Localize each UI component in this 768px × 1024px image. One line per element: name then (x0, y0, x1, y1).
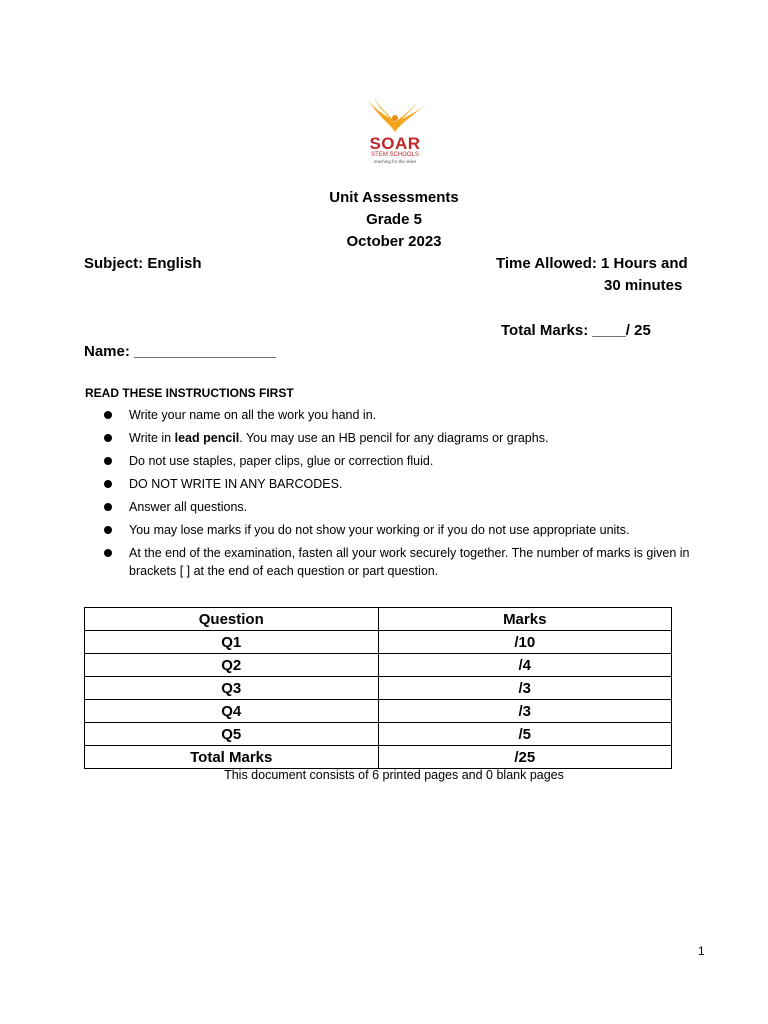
question-cell: Q4 (85, 700, 379, 723)
bullet-icon (104, 549, 112, 557)
instruction-item: Write in lead pencil. You may use an HB pencil for any diagrams or graphs. (104, 429, 712, 447)
instruction-item: Answer all questions. (104, 498, 712, 516)
eagle-icon (360, 96, 430, 136)
instructions-list (104, 406, 712, 585)
table-header-row (85, 608, 672, 631)
assessment-title: Unit Assessments (329, 189, 459, 206)
logo-brand: SOAR (369, 134, 421, 153)
bullet-icon (104, 411, 112, 419)
table-row (85, 654, 672, 677)
instruction-item: Write your name on all the work you hand in. (104, 406, 712, 424)
instruction-item: At the end of the examination, fasten all your work securely together. The number of marks is given in brackets [ ] at the end of each question or part question. (104, 544, 712, 580)
logo-subtitle: STEM SCHOOLS (371, 152, 419, 158)
table-row (85, 723, 672, 746)
instruction-item: You may lose marks if you do not show your working or if you do not use appropriate units. (104, 521, 712, 539)
logo-tagline: reaching for the skies (373, 159, 417, 164)
time-allowed-continuation: 30 minutes (604, 277, 683, 294)
marks-table (84, 607, 672, 769)
question-cell: Q3 (85, 677, 379, 700)
date-label: October 2023 (346, 233, 442, 250)
time-allowed-label: Time Allowed: 1 Hours and (496, 255, 688, 272)
marks-cell: /25 (378, 746, 672, 769)
table-row (85, 677, 672, 700)
bullet-icon (104, 457, 112, 465)
subject-label: Subject: English (84, 255, 202, 272)
bullet-icon (104, 480, 112, 488)
table-row-total (85, 746, 672, 769)
question-cell: Q1 (85, 631, 379, 654)
instruction-item: DO NOT WRITE IN ANY BARCODES. (104, 475, 712, 493)
instructions-title: READ THESE INSTRUCTIONS FIRST (85, 386, 294, 400)
marks-cell: /5 (378, 723, 672, 746)
table-row (85, 700, 672, 723)
name-field: Name: _________________ (84, 343, 276, 360)
table-row (85, 631, 672, 654)
total-marks-label: Total Marks: ____/ 25 (501, 322, 651, 339)
school-logo (360, 96, 430, 174)
page-count-note: This document consists of 6 printed pages and 0 blank pages (224, 768, 564, 782)
marks-cell: /3 (378, 677, 672, 700)
page-number: 1 (698, 944, 705, 958)
instruction-item: Do not use staples, paper clips, glue or correction fluid. (104, 452, 712, 470)
bullet-icon (104, 526, 112, 534)
column-header-question: Question (85, 608, 379, 631)
marks-cell: /4 (378, 654, 672, 677)
marks-cell: /3 (378, 700, 672, 723)
marks-cell: /10 (378, 631, 672, 654)
bullet-icon (104, 503, 112, 511)
question-cell: Q5 (85, 723, 379, 746)
column-header-marks: Marks (378, 608, 672, 631)
question-cell: Q2 (85, 654, 379, 677)
bullet-icon (104, 434, 112, 442)
question-cell: Total Marks (85, 746, 379, 769)
grade-label: Grade 5 (366, 211, 422, 228)
